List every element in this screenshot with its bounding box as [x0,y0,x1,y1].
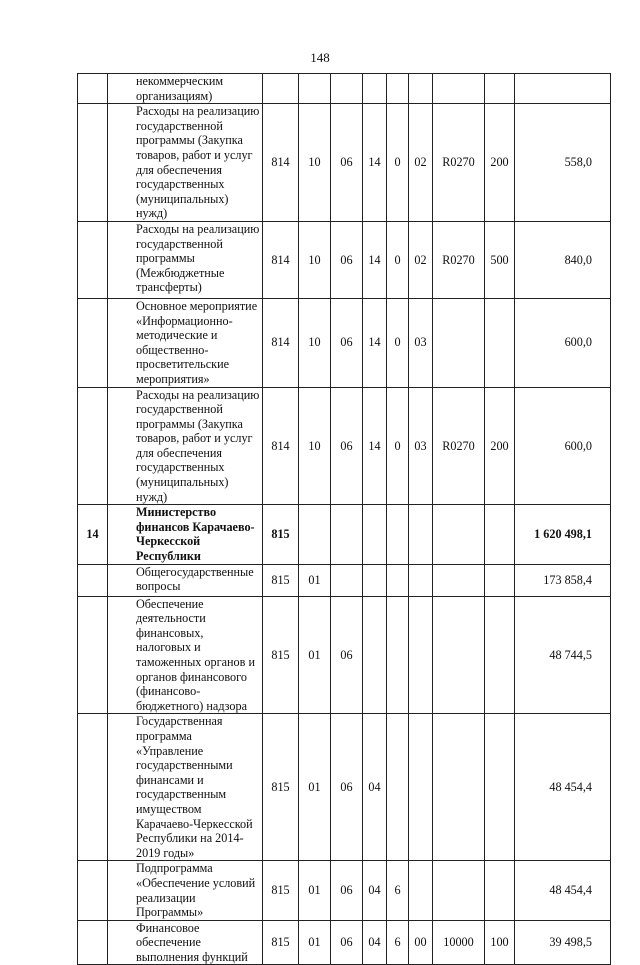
cell-code-4: 04 [363,861,387,920]
table-row [78,221,611,298]
cell-code-7 [433,74,485,104]
cell-code-8 [485,298,515,387]
cell-num [78,861,108,920]
table-row [78,387,611,505]
cell-name: Расходы на реализацию государственной программы (Межбюджетные трансферты) [108,221,263,298]
cell-name: Подпрограмма «Обеспечение условий реализации Программы» [108,861,263,920]
cell-code-5 [387,596,409,714]
cell-code-1: 815 [263,714,299,861]
cell-code-7 [433,564,485,596]
cell-amount: 840,0 [515,221,611,298]
cell-code-8 [485,564,515,596]
table-row [78,596,611,714]
cell-code-1: 815 [263,505,299,564]
cell-code-1: 814 [263,298,299,387]
cell-name: Государственная программа «Управление государственными финансами и государственным имуществом Карачаево-Черкесской Республики на 2014-2019 годы» [108,714,263,861]
cell-code-1: 815 [263,596,299,714]
cell-code-7 [433,505,485,564]
cell-code-7 [433,861,485,920]
cell-code-8 [485,861,515,920]
cell-num [78,104,108,222]
cell-code-5 [387,505,409,564]
cell-code-2: 01 [299,861,331,920]
cell-code-3: 06 [331,104,363,222]
cell-code-1: 814 [263,387,299,505]
cell-code-7: 10000 [433,920,485,965]
cell-code-2: 10 [299,104,331,222]
cell-code-7: R0270 [433,387,485,505]
cell-name: Расходы на реализацию государственной программы (Закупка товаров, работ и услуг для обеспечения государственных (муниципальных) нужд) [108,387,263,505]
cell-num [78,596,108,714]
cell-code-2 [299,74,331,104]
cell-code-3 [331,505,363,564]
cell-code-2: 01 [299,596,331,714]
cell-code-3: 06 [331,221,363,298]
cell-code-8: 100 [485,920,515,965]
cell-code-8: 200 [485,104,515,222]
cell-num [78,298,108,387]
cell-name: Обеспечение деятельности финансовых, налоговых и таможенных органов и органов финансового (финансово-бюджетного) надзора [108,596,263,714]
cell-num [78,221,108,298]
cell-code-8 [485,714,515,861]
cell-code-7 [433,714,485,861]
cell-code-7: R0270 [433,104,485,222]
cell-code-1: 814 [263,104,299,222]
cell-code-6 [409,564,433,596]
table-row [78,74,611,104]
cell-code-6: 00 [409,920,433,965]
cell-code-4 [363,596,387,714]
cell-code-2: 10 [299,298,331,387]
cell-code-4: 04 [363,714,387,861]
cell-code-4: 14 [363,387,387,505]
cell-amount: 39 498,5 [515,920,611,965]
cell-code-5 [387,74,409,104]
cell-code-7: R0270 [433,221,485,298]
cell-amount: 1 620 498,1 [515,505,611,564]
cell-code-5: 0 [387,104,409,222]
cell-code-3: 06 [331,861,363,920]
budget-table [77,73,611,965]
cell-num [78,564,108,596]
cell-code-5 [387,564,409,596]
cell-code-4 [363,564,387,596]
cell-code-5: 0 [387,221,409,298]
cell-code-1: 814 [263,221,299,298]
table-row [78,564,611,596]
cell-code-5: 0 [387,298,409,387]
cell-num [78,74,108,104]
cell-code-1: 815 [263,920,299,965]
cell-name: Расходы на реализацию государственной программы (Закупка товаров, работ и услуг для обеспечения государственных (муниципальных) нужд) [108,104,263,222]
cell-code-6: 02 [409,221,433,298]
cell-code-1: 815 [263,861,299,920]
cell-code-6 [409,596,433,714]
cell-amount: 48 454,4 [515,714,611,861]
cell-code-3: 06 [331,596,363,714]
table-row [78,298,611,387]
cell-code-4: 14 [363,104,387,222]
cell-code-8: 200 [485,387,515,505]
cell-num [78,714,108,861]
cell-code-7 [433,298,485,387]
cell-amount: 600,0 [515,298,611,387]
cell-code-4 [363,74,387,104]
cell-amount: 48 744,5 [515,596,611,714]
cell-code-6 [409,74,433,104]
cell-code-3: 06 [331,920,363,965]
cell-code-3: 06 [331,298,363,387]
cell-code-4: 14 [363,298,387,387]
cell-name: Министерство финансов Карачаево-Черкесской Республики [108,505,263,564]
cell-code-6 [409,714,433,861]
cell-code-2: 01 [299,920,331,965]
table-row [78,714,611,861]
cell-code-8: 500 [485,221,515,298]
cell-code-5: 6 [387,861,409,920]
cell-num [78,387,108,505]
cell-code-5: 0 [387,387,409,505]
cell-code-4: 14 [363,221,387,298]
cell-code-3: 06 [331,387,363,505]
cell-code-4: 04 [363,920,387,965]
cell-code-4 [363,505,387,564]
cell-code-8 [485,505,515,564]
cell-code-6: 03 [409,298,433,387]
table-row [78,104,611,222]
cell-code-6: 03 [409,387,433,505]
cell-amount: 48 454,4 [515,861,611,920]
cell-code-8 [485,74,515,104]
cell-name: некоммерческим организациям) [108,74,263,104]
cell-amount [515,74,611,104]
cell-code-1: 815 [263,564,299,596]
cell-code-2: 01 [299,714,331,861]
table-row [78,505,611,564]
cell-code-2: 01 [299,564,331,596]
cell-code-3 [331,564,363,596]
cell-num [78,920,108,965]
cell-num: 14 [78,505,108,564]
cell-code-6 [409,505,433,564]
cell-amount: 173 858,4 [515,564,611,596]
cell-code-2: 10 [299,387,331,505]
cell-code-5: 6 [387,920,409,965]
cell-code-3: 06 [331,714,363,861]
cell-code-2: 10 [299,221,331,298]
cell-code-6 [409,861,433,920]
cell-code-3 [331,74,363,104]
table-row [78,861,611,920]
cell-amount: 558,0 [515,104,611,222]
cell-code-1 [263,74,299,104]
cell-code-8 [485,596,515,714]
cell-code-5 [387,714,409,861]
cell-name: Основное мероприятие «Информационно-методические и общественно-просветительские мероприятия» [108,298,263,387]
cell-code-7 [433,596,485,714]
cell-name: Общегосударственные вопросы [108,564,263,596]
cell-code-6: 02 [409,104,433,222]
cell-code-2 [299,505,331,564]
table-row [78,920,611,965]
cell-name: Финансовое обеспечение выполнения функций [108,920,263,965]
table-body [78,74,611,965]
page-number: 148 [310,50,330,65]
cell-amount: 600,0 [515,387,611,505]
